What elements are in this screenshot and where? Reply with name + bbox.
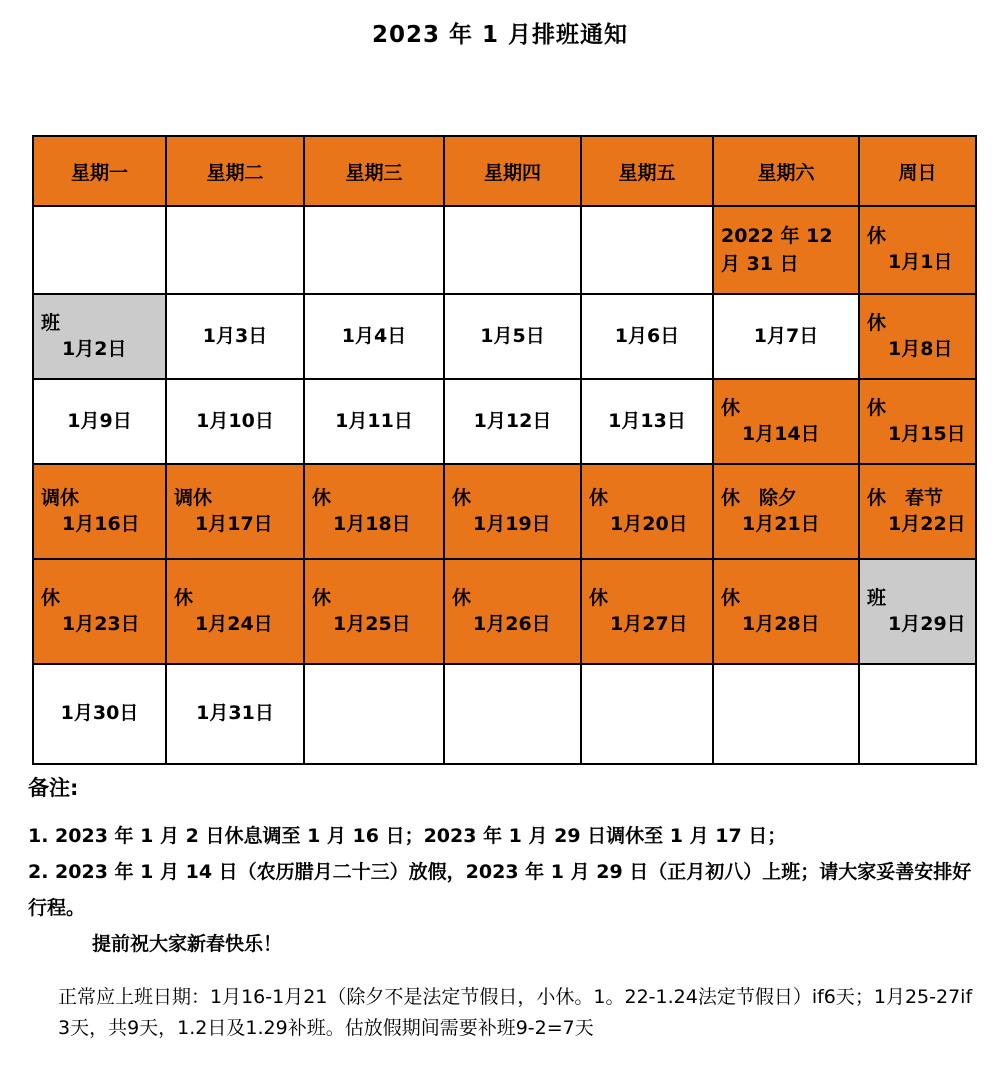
calendar-cell: [304, 206, 444, 294]
duty-label: 休: [452, 586, 472, 609]
date-label: 1月27日: [610, 612, 688, 635]
calendar-cell: [33, 664, 166, 764]
duty-label: 休: [721, 396, 741, 419]
duty-label: 休: [721, 586, 741, 609]
duty-label: 休: [41, 586, 61, 609]
duty-label: 休: [589, 486, 609, 509]
duty-label: 休: [867, 311, 887, 334]
weekday-header: 周日: [859, 136, 976, 206]
date-label: 1月19日: [473, 512, 551, 535]
duty-label: 休: [867, 396, 887, 419]
calendar-cell: [444, 664, 581, 764]
duty-label: 休 除夕: [721, 486, 798, 509]
date-label: 1月12日: [473, 409, 552, 432]
date-label: 1月6日: [614, 324, 680, 347]
weekday-header: 星期一: [33, 136, 166, 206]
calendar-row: [33, 559, 976, 664]
weekday-header-row: [33, 136, 976, 206]
date-label: 1月5日: [480, 324, 545, 347]
duty-label: 休: [312, 586, 332, 609]
date-label: 1月30日: [60, 702, 139, 725]
date-label: 1月21日: [742, 512, 820, 535]
date-label: 1月29日: [888, 612, 966, 635]
page-title: 2023 年 1 月排班通知: [371, 22, 629, 48]
duty-label: 休: [174, 586, 194, 609]
duty-label: 调休: [174, 486, 213, 509]
calendar-cell: [33, 206, 166, 294]
calendar-cell: [444, 206, 581, 294]
date-label: 1月2日: [62, 337, 127, 360]
calendar-cell: [304, 294, 444, 379]
calendar-cell: [33, 379, 166, 464]
duty-label: 班: [867, 586, 887, 609]
calendar-cell: [713, 379, 859, 464]
date-label: 1月28日: [742, 612, 820, 635]
calendar-cell: [713, 559, 859, 664]
date-label: 1月17日: [195, 512, 273, 535]
date-label: 1月3日: [202, 324, 268, 347]
date-label: 1月23日: [62, 612, 140, 635]
calendar-cell: [713, 664, 859, 764]
calendar-cell: [166, 379, 304, 464]
calendar-cell: [859, 464, 976, 559]
calendar-cell: [304, 464, 444, 559]
calendar-cell: [304, 559, 444, 664]
date-label: 1月31日: [196, 702, 274, 725]
date-label: 1月8日: [888, 337, 953, 360]
note-item-1: 1. 2023 年 1 月 2 日休息调至 1 月 16 日；2023 年 1 月 29 日调休至 1 月 17 日；: [28, 825, 787, 847]
calendar-cell: [859, 206, 976, 294]
date-label: 1月13日: [608, 409, 686, 432]
calendar-cell: [304, 664, 444, 764]
calendar-cell: [713, 294, 859, 379]
calendar-cell: [444, 464, 581, 559]
date-label: 1月26日: [473, 612, 551, 635]
duty-label: 休 春节: [867, 486, 944, 509]
calendar-cell: [444, 294, 581, 379]
date-label: 1月22日: [888, 512, 966, 535]
notes-heading: 备注:: [28, 776, 79, 800]
calendar-row: [33, 294, 976, 379]
duty-label: 休: [589, 586, 609, 609]
calendar-row: [33, 206, 976, 294]
date-label: 1月1日: [888, 251, 953, 273]
calendar-cell: [713, 464, 859, 559]
calendar-cell: [444, 559, 581, 664]
calendar-cell: [33, 294, 166, 379]
calendar-cell: [581, 294, 713, 379]
calendar-cell: [166, 294, 304, 379]
duty-label: 调休: [41, 486, 80, 509]
calendar-cell: [304, 379, 444, 464]
date-label: 1月16日: [62, 512, 140, 535]
calendar-cell: [581, 664, 713, 764]
weekday-header: 星期二: [166, 136, 304, 206]
duty-label: 休: [312, 486, 332, 509]
duty-label: 休: [452, 486, 472, 509]
weekday-header: 星期三: [304, 136, 444, 206]
calendar-cell: [166, 206, 304, 294]
calendar-cell: [581, 464, 713, 559]
date-label: 1月9日: [67, 409, 132, 432]
date-label: 1月11日: [335, 409, 413, 432]
calendar-cell: [581, 379, 713, 464]
date-label: 1月7日: [753, 324, 819, 347]
workday-calculation-note: 正常应上班日期：1月16-1月21（除夕不是法定节假日，小休。1。22-1.24法定节假日）if6天；1月25-27if 3天，共9天，1.2日及1.29补班。估放假期间需要补班9-2=7天: [58, 986, 973, 1039]
calendar-cell: [166, 559, 304, 664]
date-label: 1月14日: [742, 422, 820, 445]
date-label: 1月24日: [195, 612, 273, 635]
date-label: 1月18日: [333, 512, 411, 535]
date-label: 1月20日: [610, 512, 688, 535]
calendar-cell: [166, 464, 304, 559]
calendar-cell: [166, 664, 304, 764]
duty-label: 班: [41, 311, 61, 334]
calendar-cell: [444, 379, 581, 464]
note-item-2: 2. 2023 年 1 月 14 日（农历腊月二十三）放假，2023 年 1 月 29 日（正月初八）上班；请大家妥善安排好行程。: [28, 861, 972, 919]
new-year-greeting: 提前祝大家新春快乐！: [92, 933, 283, 955]
calendar-cell: [859, 559, 976, 664]
date-label: 1月15日: [888, 422, 966, 445]
calendar-section: [32, 135, 977, 765]
calendar-cell: [581, 559, 713, 664]
date-label: 1月10日: [196, 409, 274, 432]
calendar-body: [33, 206, 976, 764]
calendar-cell: [859, 664, 976, 764]
calendar-cell: [713, 206, 859, 294]
calendar-cell: [859, 379, 976, 464]
calendar-cell: [581, 206, 713, 294]
calendar-cell: [33, 559, 166, 664]
calendar-cell: [859, 294, 976, 379]
calendar-row: [33, 464, 976, 559]
date-label: 2022 年 12 月 31 日: [721, 224, 833, 275]
duty-label: 休: [867, 225, 887, 248]
weekday-header: 星期四: [444, 136, 581, 206]
calendar-cell: [33, 464, 166, 559]
calendar-row: [33, 664, 976, 764]
notes-section: [28, 772, 980, 962]
calendar-row: [33, 379, 976, 464]
date-label: 1月4日: [341, 324, 407, 347]
date-label: 1月25日: [333, 612, 411, 635]
schedule-table: [32, 135, 977, 765]
weekday-header: 星期五: [581, 136, 713, 206]
weekday-header: 星期六: [713, 136, 859, 206]
